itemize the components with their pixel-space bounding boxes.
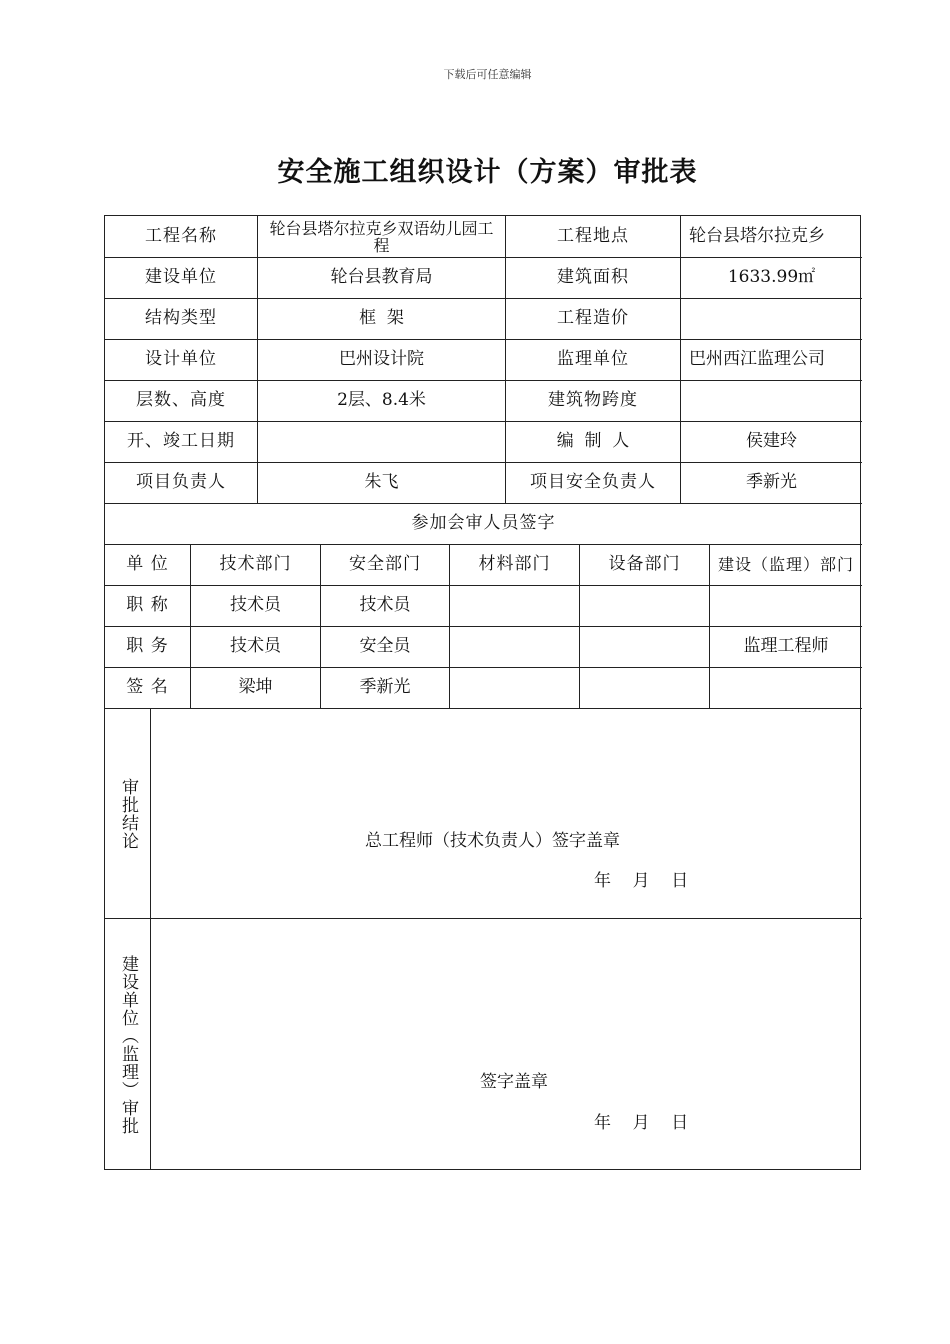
design-unit-label: 设计单位 bbox=[145, 349, 217, 369]
participants-header-material: 材料部门 bbox=[478, 554, 551, 574]
floor-area-value: 1633.99㎡ bbox=[727, 267, 816, 287]
project-name-value: 轮台县塔尔拉克乡双语幼儿园工程 bbox=[269, 218, 494, 255]
participants-header-tech: 技术部门 bbox=[219, 554, 292, 574]
page-title: 安全施工组织设计（方案）审批表 bbox=[277, 157, 698, 188]
design-unit-value: 巴州设计院 bbox=[339, 349, 424, 369]
approval-conclusion-label: 审批结论 bbox=[118, 777, 138, 850]
supervision-unit-value: 巴州西江监理公司 bbox=[689, 349, 825, 369]
client-label: 建设单位 bbox=[145, 267, 217, 287]
approval-date: 年 月 日 bbox=[594, 871, 689, 891]
start-end-date-value bbox=[258, 421, 505, 462]
participants-position-tech: 技术员 bbox=[230, 636, 281, 656]
row-divider bbox=[105, 918, 862, 919]
project-manager-value: 朱飞 bbox=[364, 472, 399, 492]
participants-title-equipment bbox=[580, 585, 709, 626]
owner-approval-date: 年 月 日 bbox=[594, 1113, 689, 1133]
participants-signature-supervision bbox=[710, 667, 862, 708]
participants-header-equipment: 设备部门 bbox=[608, 554, 681, 574]
participants-heading: 参加会审人员签字 bbox=[411, 513, 556, 533]
participants-position-material bbox=[450, 626, 579, 667]
participants-position-equipment bbox=[580, 626, 709, 667]
client-value: 轮台县教育局 bbox=[330, 267, 433, 287]
supervision-unit-label: 监理单位 bbox=[557, 349, 629, 369]
participants-signature-tech: 梁坤 bbox=[238, 677, 273, 697]
project-manager-label: 项目负责人 bbox=[136, 472, 226, 492]
floors-height-value: 2层、8.4米 bbox=[337, 390, 426, 410]
chief-engineer-signature: 总工程师（技术负责人）签字盖章 bbox=[365, 831, 620, 851]
participants-position-safety: 安全员 bbox=[359, 636, 411, 656]
participants-header-supervision: 建设（监理）部门 bbox=[718, 555, 855, 574]
participants-title-supervision bbox=[710, 585, 862, 626]
participants-signature-label: 签 名 bbox=[126, 677, 169, 697]
participants-title-material bbox=[450, 585, 579, 626]
header-note: 下载后可任意编辑 bbox=[443, 68, 532, 81]
safety-manager-value: 季新光 bbox=[746, 472, 797, 492]
participants-signature-safety: 季新光 bbox=[359, 677, 411, 697]
floors-height-label: 层数、高度 bbox=[136, 390, 226, 410]
project-cost-label: 工程造价 bbox=[557, 308, 629, 328]
project-location-value: 轮台县塔尔拉克乡 bbox=[689, 226, 825, 246]
participants-header-safety: 安全部门 bbox=[349, 554, 421, 574]
safety-manager-label: 项目安全负责人 bbox=[530, 472, 656, 492]
floor-area-label: 建筑面积 bbox=[557, 267, 629, 287]
building-span-label: 建筑物跨度 bbox=[548, 390, 638, 410]
participants-signature-equipment bbox=[580, 667, 709, 708]
participants-title-tech: 技术员 bbox=[230, 595, 281, 615]
participants-position-supervision: 监理工程师 bbox=[743, 636, 829, 656]
project-name-label: 工程名称 bbox=[145, 226, 217, 246]
participants-signature-material bbox=[450, 667, 579, 708]
compiler-value: 侯建玲 bbox=[746, 431, 797, 451]
compiler-label: 编 制 人 bbox=[556, 431, 630, 451]
project-cost-value bbox=[681, 298, 862, 339]
owner-signature: 签字盖章 bbox=[480, 1072, 548, 1092]
col-divider bbox=[150, 708, 151, 1170]
approval-form bbox=[104, 215, 861, 1170]
participants-title-safety: 技术员 bbox=[359, 595, 411, 615]
building-span-value bbox=[681, 380, 862, 421]
participants-position-label: 职 务 bbox=[126, 636, 169, 656]
project-location-label: 工程地点 bbox=[557, 226, 629, 246]
participants-title-label: 职 称 bbox=[126, 595, 169, 615]
participants-header-unit: 单 位 bbox=[126, 554, 169, 574]
structure-type-label: 结构类型 bbox=[145, 308, 217, 328]
start-end-date-label: 开、竣工日期 bbox=[127, 431, 235, 451]
owner-approval-label: 建设单位（监理）审批 bbox=[118, 955, 138, 1135]
structure-type-value: 框 架 bbox=[359, 308, 404, 328]
row-divider bbox=[105, 708, 862, 709]
